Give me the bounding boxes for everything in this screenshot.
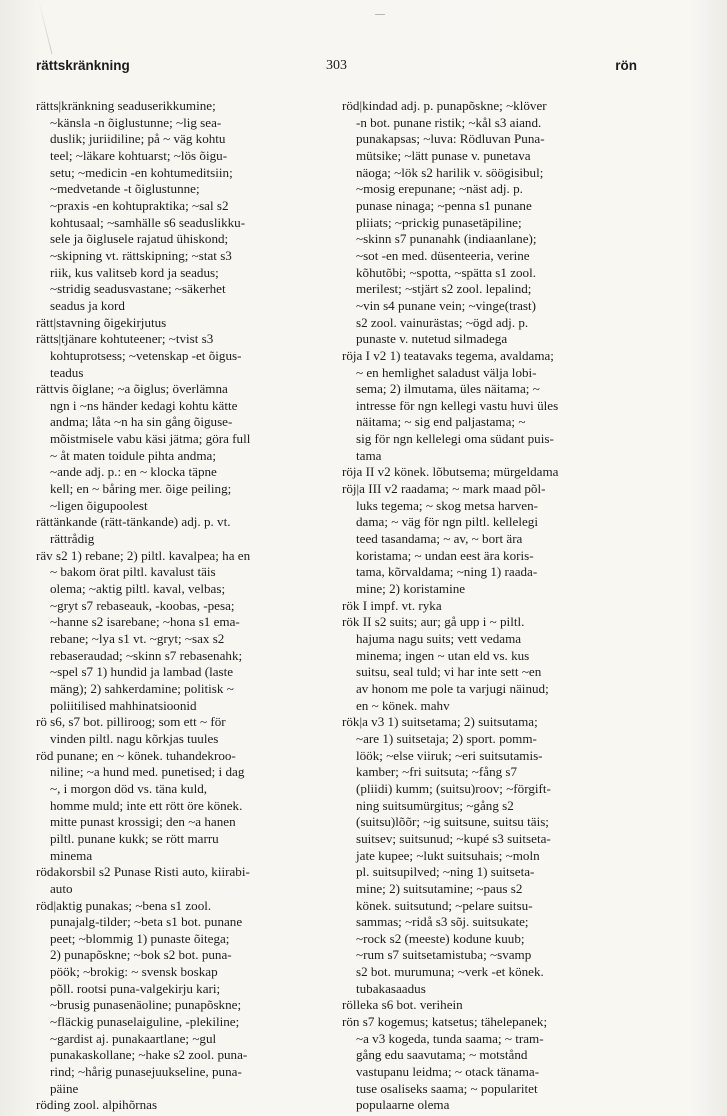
- entry-continuation: sema; 2) ilmutama, üles näitama; ~: [356, 381, 540, 397]
- entry-continuation: s2 bot. murumuna; ~verk -et könek.: [356, 964, 544, 980]
- entry-continuation: mäng); 2) sahkerdamine; politisk ~: [50, 680, 234, 696]
- entry-continuation: dama; ~ väg för ngn piltl. kellelegi: [356, 514, 538, 530]
- entry-headline: röj|a III v2 raadama; ~ mark maad põl-: [342, 481, 546, 497]
- entry-continuation: minema; ingen ~ utan eld vs. kus: [356, 647, 530, 663]
- entry-continuation: ~, i morgon död vs. täna kuld,: [50, 780, 208, 796]
- dictionary-entry: [342, 98, 640, 348]
- entry-continuation: suitsev; suitsunud; ~kupé s3 suitseta-: [356, 830, 551, 846]
- entry-continuation: andma; låta ~n ha sin gång õiguse-: [50, 414, 233, 430]
- entry-continuation: vastupanu leidma; ~ otack tänama-: [356, 1064, 540, 1080]
- entry-headline: röja I v2 1) teatavaks tegema, avaldama;: [342, 347, 554, 363]
- entry-headline: röd|aktig punakas; ~bena s1 zool.: [36, 897, 212, 913]
- dictionary-entry: [342, 348, 640, 465]
- entry-continuation: pl. suitsupilved; ~ning 1) suitseta-: [356, 864, 535, 880]
- entry-headline: rättänkande (rätt-tänkande) adj. p. vt.: [36, 514, 231, 530]
- entry-continuation: merilest; ~stjärt s2 zool. lepalind;: [356, 281, 532, 297]
- dictionary-entry: [36, 748, 334, 865]
- entry-continuation: kamber; ~fri suitsuta; ~fång s7: [356, 764, 518, 780]
- entry-continuation: s2 zool. vainurästas; ~ögd adj. p.: [356, 314, 529, 330]
- entry-continuation: punakapsas; ~luva: Rödluvan Puna-: [356, 131, 545, 147]
- entry-continuation: 2) punapõskne; ~bok s2 bot. puna-: [50, 947, 232, 963]
- dictionary-entry: [36, 514, 334, 547]
- entry-continuation: setu; ~medicin -en kohtumeditsiin;: [50, 164, 233, 180]
- left-column: [36, 98, 334, 1114]
- entry-headline: räv s2 1) rebane; 2) piltl. kavalpea; ha en: [36, 547, 251, 563]
- entry-continuation: teed tasandama; ~ av, ~ bort ära: [356, 531, 523, 547]
- entry-continuation: ~spel s7 1) hundid ja lambad (laste: [50, 664, 234, 680]
- entry-continuation: peet; ~blommig 1) punaste õitega;: [50, 930, 230, 946]
- page-header: [36, 58, 637, 80]
- page-number: 303: [326, 58, 347, 73]
- entry-continuation: punakaskollane; ~hake s2 zool. puna-: [50, 1047, 248, 1063]
- entry-headline: rölleka s6 bot. verihein: [342, 997, 463, 1013]
- entry-continuation: minema: [50, 847, 93, 863]
- entry-continuation: -n bot. punane ristik; ~kål s3 aiand.: [356, 114, 542, 130]
- entry-continuation: ~brusig punasenäoline; punapõskne;: [50, 997, 242, 1013]
- entry-continuation: löök; ~else viiruk; ~eri suitsutamis-: [356, 747, 543, 763]
- dictionary-entry: [342, 714, 640, 997]
- entry-headline: rök I impf. vt. ryka: [342, 597, 442, 613]
- entry-continuation: ~stridig seadusvastane; ~säkerhet: [50, 281, 226, 297]
- entry-continuation: teel; ~läkare kohtuarst; ~lös õigu-: [50, 147, 228, 163]
- entry-continuation: (suitsu)lõõr; ~ig suitsune, suitsu täis;: [356, 814, 549, 830]
- entry-headline: rök|a v3 1) suitsetama; 2) suitsutama;: [342, 714, 538, 730]
- dictionary-entry: [36, 98, 334, 315]
- entry-continuation: ~ en hemlighet saladust välja lobi-: [356, 364, 537, 380]
- entry-continuation: ~gardist aj. punakaartlane; ~gul: [50, 1030, 217, 1046]
- entry-continuation: sele ja õiglusele rajatud ühiskond;: [50, 231, 229, 247]
- entry-continuation: mine; 2) suitsutamine; ~paus s2: [356, 880, 523, 896]
- entry-continuation: homme muld; inte ett rött öre könek.: [50, 797, 243, 813]
- entry-headline: röja II v2 könek. lõbutsema; mürgeldama: [342, 464, 559, 480]
- entry-continuation: mine; 2) koristamine: [356, 581, 466, 597]
- entry-headline: rättvis õiglane; ~a õiglus; överlämna: [36, 381, 228, 397]
- entry-continuation: ~a v3 kogeda, tunda saama; ~ tram-: [356, 1030, 544, 1046]
- entry-continuation: tuse osaliseks saama; ~ popularitet: [356, 1080, 538, 1096]
- dictionary-entry: [36, 898, 334, 1098]
- entry-continuation: mitte punast krossigi; den ~a hanen: [50, 814, 236, 830]
- entry-continuation: hajuma nagu suits; vett vedama: [356, 631, 522, 646]
- entry-continuation: luks tegema; ~ skog metsa harven-: [356, 497, 538, 513]
- entry-continuation: olema; ~aktig piltl. kaval, velbas;: [50, 581, 226, 597]
- dictionary-entry: [342, 481, 640, 598]
- entry-headline: röd punane; en ~ könek. tuhandekroo-: [36, 747, 236, 763]
- entry-headline: röding zool. alpihõrnas: [36, 1097, 158, 1113]
- dictionary-entry: [342, 598, 640, 615]
- entry-continuation: ~are 1) suitsetaja; 2) sport. pomm-: [356, 730, 537, 746]
- entry-continuation: ning suitsumürgitus; ~gång s2: [356, 797, 514, 813]
- entry-continuation: ~medvetande -t õiglustunne;: [50, 181, 200, 197]
- dictionary-entry: [342, 1014, 640, 1114]
- dictionary-entry: [342, 464, 640, 481]
- entry-continuation: pöök; ~brokig: ~ svensk boskap: [50, 964, 218, 980]
- entry-continuation: tubakasaadus: [356, 980, 426, 996]
- dictionary-entry: [36, 331, 334, 381]
- entry-continuation: niline; ~a hund med. punetised; i dag: [50, 764, 245, 780]
- entry-continuation: ~ande adj. p.: en ~ klocka täpne: [50, 464, 217, 480]
- entry-continuation: av honom me pole ta varjugi näinud;: [356, 680, 549, 696]
- entry-continuation: ~skipning vt. rättskipning; ~stat s3: [50, 247, 232, 263]
- entry-continuation: päine: [50, 1080, 79, 1096]
- entry-continuation: kõhutõbi; ~spotta, ~spätta s1 zool.: [356, 264, 537, 280]
- entry-continuation: mütsike; ~lätt punase v. punetava: [356, 147, 531, 163]
- entry-continuation: ~rock s2 (meeste) kodune kuub;: [356, 930, 525, 946]
- entry-continuation: sig för ngn kellelegi oma südant puis-: [356, 431, 554, 447]
- dictionary-entry: [342, 614, 640, 714]
- dictionary-entry: [36, 714, 334, 747]
- dictionary-entry: [36, 1097, 334, 1114]
- entry-continuation: populaarne olema: [356, 1097, 450, 1113]
- dictionary-entry: [36, 381, 334, 514]
- dictionary-entry: [36, 864, 334, 897]
- entry-continuation: gång edu saavutama; ~ motstånd: [356, 1047, 528, 1063]
- entry-continuation: seadus ja kord: [50, 297, 125, 313]
- entry-continuation: pliiats; ~prickig punasetäpiline;: [356, 214, 522, 230]
- entry-continuation: rind; ~hårig punasejuukseline, puna-: [50, 1064, 242, 1080]
- entry-headline: rätts|tjänare kohtuteener; ~tvist s3: [36, 331, 214, 347]
- entry-continuation: ~mosig erepunane; ~näst adj. p.: [356, 181, 523, 197]
- entry-continuation: piltl. punane kukk; se rött marru: [50, 830, 219, 846]
- header-guide-word-right: rön: [615, 58, 637, 73]
- entry-headline: röd|kindad adj. p. punapõskne; ~klöver: [342, 98, 547, 113]
- entry-continuation: tama, kõrvaldama; ~ning 1) raada-: [356, 564, 538, 580]
- entry-headline: rätts|kränkning seaduserikkumine;: [36, 98, 216, 113]
- entry-continuation: rättrådig: [50, 531, 95, 547]
- header-guide-word-left: rättskränkning: [36, 58, 130, 73]
- entry-continuation: ~känsla -n õiglustunne; ~lig sea-: [50, 114, 222, 130]
- entry-continuation: ~gryt s7 rebaseauk, -koobas, -pesa;: [50, 597, 235, 613]
- entry-headline: rök II s2 suits; aur; gå upp i ~ piltl.: [342, 614, 525, 630]
- entry-continuation: vinden piltl. nagu kõrkjas tuules: [50, 730, 219, 746]
- entry-continuation: ~skinn s7 punanahk (indiaanlane);: [356, 231, 537, 247]
- entry-continuation: auto: [50, 880, 73, 896]
- right-column: [342, 98, 640, 1114]
- entry-continuation: ~rum s7 suitsetamistuba; ~svamp: [356, 947, 532, 963]
- entry-continuation: en ~ könek. mahv: [356, 697, 450, 713]
- entry-continuation: mõistmisele vabu käsi jätma; göra full: [50, 431, 251, 447]
- entry-continuation: tama: [356, 447, 382, 463]
- entry-continuation: näoga; ~lök s2 harilik v. söögisibul;: [356, 164, 544, 180]
- entry-headline: rö s6, s7 bot. pilliroog; som ett ~ för: [36, 714, 226, 730]
- entry-continuation: riik, kus valitseb kord ja seadus;: [50, 264, 219, 280]
- entry-continuation: põll. rootsi puna-valgekirju kari;: [50, 980, 221, 996]
- entry-continuation: ~sot -en med. düsenteeria, verine: [356, 247, 530, 263]
- dictionary-entry: [36, 548, 334, 715]
- entry-headline: rödakorsbil s2 Punase Risti auto, kiirabi-: [36, 864, 250, 880]
- entry-continuation: (pliidi) kumm; (suitsu)roov; ~förgift-: [356, 780, 551, 796]
- entry-continuation: ~ligen õigupoolest: [50, 497, 148, 513]
- entry-continuation: poliitilised mahhinatsioonid: [50, 697, 197, 713]
- entry-continuation: ~vin s4 punane vein; ~vinge(trast): [356, 297, 536, 313]
- entry-continuation: ~fläckig punaselaiguline, -plekiline;: [50, 1014, 240, 1030]
- dictionary-entry: [36, 315, 334, 332]
- entry-continuation: duslik; juriidiline; på ~ väg kohtu: [50, 131, 226, 147]
- entry-continuation: ~ åt maten toidule pihta andma;: [50, 447, 216, 463]
- entry-continuation: ~hanne s2 isarebane; ~hona s1 ema-: [50, 614, 240, 630]
- entry-continuation: kohtusaal; ~samhälle s6 seaduslikku-: [50, 214, 246, 230]
- entry-continuation: ~praxis -en kohtupraktika; ~sal s2: [50, 197, 229, 213]
- entry-continuation: intresse för ngn kellegi vastu huvi üles: [356, 397, 559, 413]
- entry-continuation: suitsu, seal tuld; vi har inte sett ~en: [356, 664, 542, 680]
- entry-continuation: koristama; ~ undan eest ära koris-: [356, 547, 534, 563]
- entry-continuation: teadus: [50, 364, 84, 380]
- entry-continuation: punase ninaga; ~penna s1 punane: [356, 197, 532, 213]
- entry-continuation: rebane; ~lya s1 vt. ~gryt; ~sax s2: [50, 631, 225, 646]
- entry-continuation: könek. suitsutund; ~pelare suitsu-: [356, 897, 533, 913]
- entry-continuation: ngn i ~ns händer kedagi kohtu kätte: [50, 397, 238, 413]
- entry-continuation: sammas; ~ridå s3 sõj. suitsukate;: [356, 914, 529, 930]
- entry-headline: rätt|stavning õigekirjutus: [36, 314, 167, 330]
- dictionary-entry: [342, 997, 640, 1014]
- entry-continuation: näitama; ~ sig end paljastama; ~: [356, 414, 526, 430]
- entry-headline: rön s7 kogemus; katsetus; tähelepanek;: [342, 1014, 548, 1030]
- entry-continuation: kell; en ~ båring mer. õige peiling;: [50, 481, 232, 497]
- scan-mark: [375, 14, 385, 15]
- entry-continuation: rebaseraudad; ~skinn s7 rebasenahk;: [50, 647, 243, 663]
- entry-continuation: jate kupee; ~lukt suitsuhais; ~moln: [356, 847, 540, 863]
- entry-continuation: ~ bakom örat piltl. kavalust täis: [50, 564, 216, 580]
- entry-continuation: punajalg-tilder; ~beta s1 bot. punane: [50, 914, 243, 930]
- scan-artifact-line: [38, 0, 53, 54]
- entry-continuation: punaste v. nutetud silmadega: [356, 331, 508, 347]
- entry-continuation: kohtuprotsess; ~vetenskap -et õigus-: [50, 347, 242, 363]
